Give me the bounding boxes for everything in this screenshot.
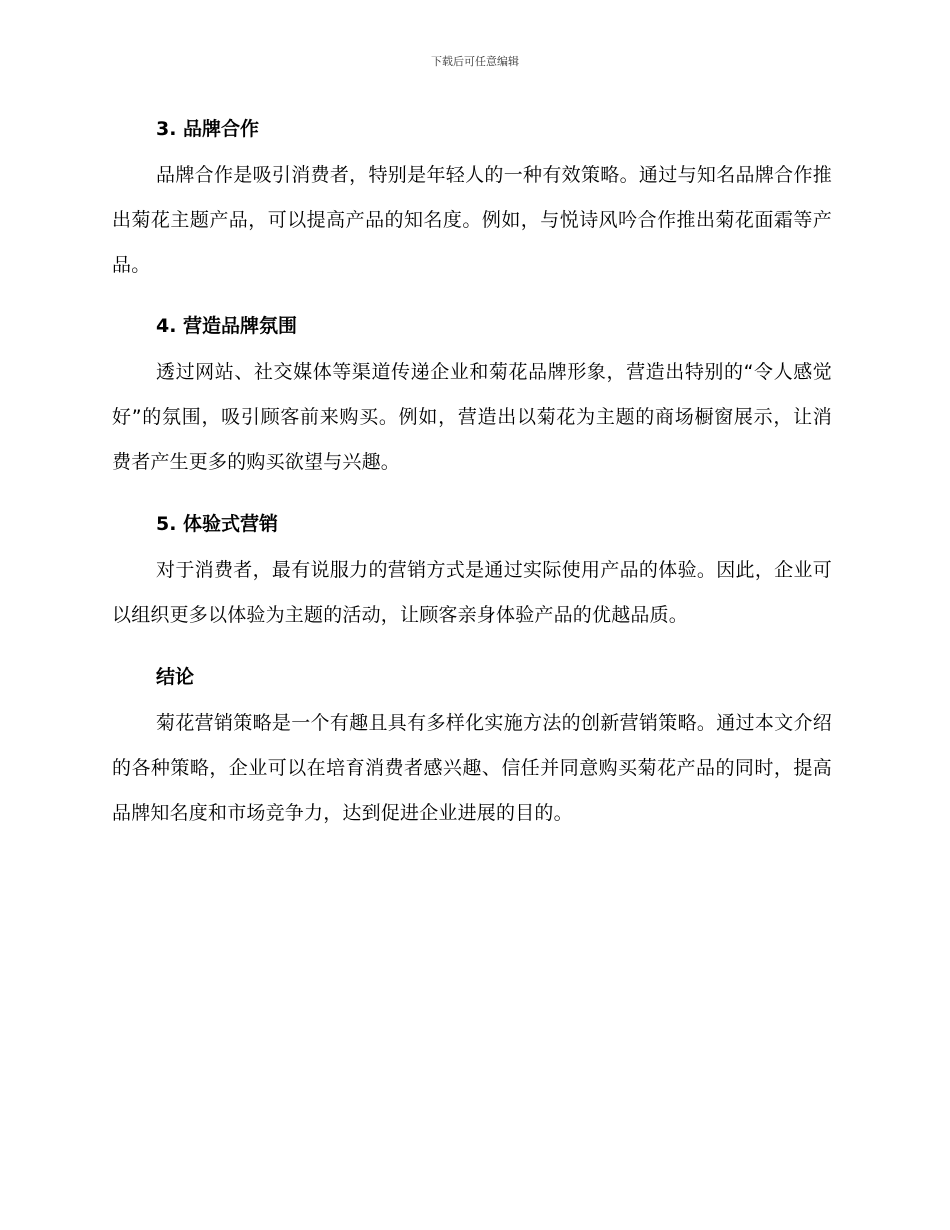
section-heading: 4. 营造品牌氛围 [156,315,298,337]
section-heading: 5. 体验式营销 [156,513,279,535]
section-paragraph: 品牌合作是吸引消费者，特别是年轻人的一种有效策略。通过与知名品牌合作推出菊花主题产品，可以提高产品的知名度。例如，与悦诗风吟合作推出菊花面霜等产品。 [112,164,832,276]
section-paragraph: 透过网站、社交媒体等渠道传递企业和菊花品牌形象，营造出特别的“令人感觉好”的氛围，吸引顾客前来购买。例如，营造出以菊花为主题的商场橱窗展示，让消费者产生更多的购买欲望与兴趣。 [112,361,832,473]
document-body [112,112,832,858]
section-conclusion [112,660,832,836]
section-brand-cooperation [112,112,832,288]
page-header: 下载后可任意编辑 [431,55,519,68]
section-heading: 结论 [156,666,195,688]
section-paragraph: 菊花营销策略是一个有趣且具有多样化实施方法的创新营销策略。通过本文介绍的各种策略，企业可以在培育消费者感兴趣、信任并同意购买菊花产品的同时，提高品牌知名度和市场竞争力，达到促进企业进展的目的。 [112,712,832,824]
section-heading: 3. 品牌合作 [156,118,260,140]
section-paragraph: 对于消费者，最有说服力的营销方式是通过实际使用产品的体验。因此，企业可以组织更多以体验为主题的活动，让顾客亲身体验产品的优越品质。 [112,559,832,626]
section-brand-atmosphere [112,309,832,485]
section-experiential-marketing [112,507,832,638]
